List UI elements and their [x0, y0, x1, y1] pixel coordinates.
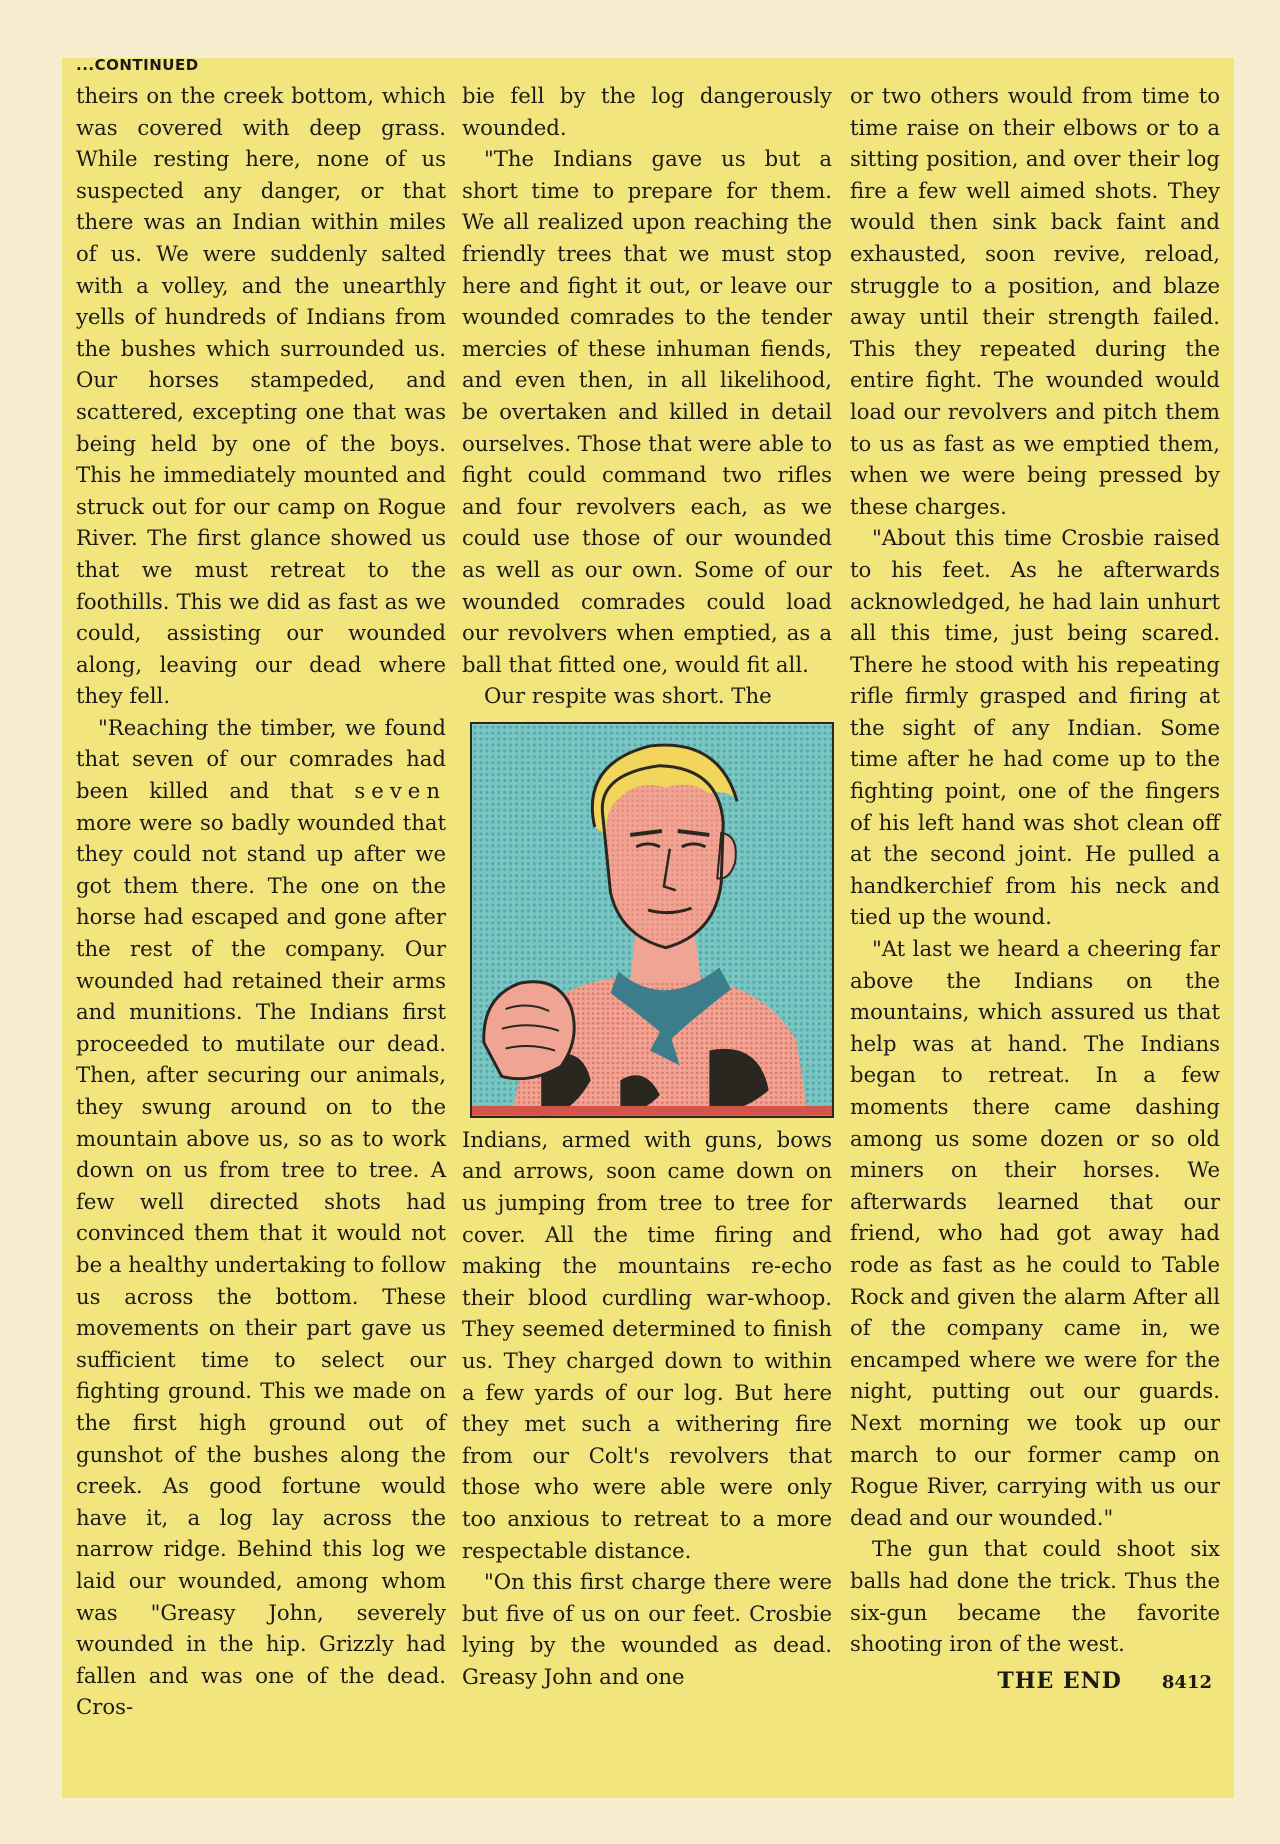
cowboy-illustration-panel [470, 722, 834, 1118]
text-column-1 [76, 80, 446, 1723]
text-column-2 [462, 80, 832, 1693]
paragraph: or two others would from time to time raise on their elbows or to a sitting position, and over their log fire a few well aimed shots. They would then sink back faint and exhausted, soon revive, reload, struggle to a position, and blaze away until their strength failed. This they repeated during the entire fight. The wounded would load our revolvers and pitch them to us as fast as we emptied them, when we were being pressed by these charges. [850, 83, 1220, 519]
paragraph: "The Indians gave us but a short time to prepare for them. We all realized upon reaching the friendly trees that we must stop here and fight it out, or leave our wounded comrades to the tender mercies of these inhuman fiends, and even then, in all likelihood, be overtaken and killed in detail ourselves. Those that were able to fight could command two rifles and four revolvers each, as we could use those of our wounded as well as our own. Some of our wounded comrades could load our revolvers when emptied, as a ball that fitted one, would fit all. [462, 146, 832, 677]
paragraph: bie fell by the log dangerously wounded. [462, 83, 832, 140]
end-line [850, 1666, 1220, 1699]
text-column-3 [850, 80, 1220, 1698]
text-run: "Reaching the timber, we found that seven of our comrades had been killed and that [76, 714, 446, 804]
paragraph: "On this first charge there were but five of us on our feet. Crosbie lying by the wounded as dead. Greasy John and one [462, 1569, 832, 1689]
the-end-label: THE END [997, 1667, 1122, 1694]
paragraph: Our respite was short. The [484, 683, 772, 709]
text-run: more were so badly wounded that they could not stand up after we got them there. The one on the horse had escaped and gone after the rest of the company. Our wounded had retained their arms and munitions. The Indians first proceeded to mutilate our dead. Then, after securing our animals, they swung around on to the mountain above us, so as to work down on us from tree to tree. A few well directed shots had convinced them that it would not be a healthy undertaking to follow us across the bottom. These movements on their part gave us sufficient time to select our fighting ground. This we made on the first high ground out of gunshot of the bushes along the creek. As good fortune would have it, a log lay across the narrow ridge. Behind this log we laid our wounded, among whom was "Greasy John, severely wounded in the hip. Grizzly had fallen and was one of the dead. Cros- [76, 809, 446, 1720]
paragraph: Indians, armed with guns, bows and arrows, soon came down on us jumping from tree to tree for cover. All the time firing and making the mountains re-echo their blood curdling war-whoop. They seemed determined to finish us. They charged down to within a few yards of our log. But here they met such a withering fire from our Colt's revolvers that those who were able were only too anxious to retreat to a more respectable distance. [462, 1126, 832, 1563]
paragraph: "About this time Crosbie raised to his feet. As he afterwards acknowledged, he had lain unhurt all this time, just being scared. There he stood with his repeating rifle firmly grasped and firing at the sight of any Indian. Some time after he had come up to the fighting point, one of the fingers of his left hand was shot clean off at the second joint. He pulled a handkerchief from his neck and tied up the wound. [850, 525, 1220, 930]
paragraph [76, 712, 446, 1723]
paragraph: The gun that could shoot six balls had done the trick. Thus the six-gun became the favorite shooting iron of the west. [850, 1536, 1220, 1657]
cowboy-portrait-icon [472, 724, 832, 1116]
continued-label: ...CONTINUED [76, 56, 199, 74]
page-code: 8412 [1161, 1671, 1212, 1693]
paragraph: theirs on the creek bottom, which was covered with deep grass. While resting here, none of us suspected any danger, or that there was an Indian within miles of us. We were suddenly salted with a volley, and the unearthly yells of hundreds of Indians from the bushes which surrounded us. Our horses stampeded, and scattered, excepting one that was being held by one of the boys. This he immediately mounted and struck out for our camp on Rogue River. The first glance showed us that we must retreat to the foothills. This we did as fast as we could, assisting our wounded along, leaving our dead where they fell. [76, 83, 446, 709]
spaced-word: seven [354, 778, 446, 804]
paragraph: "At last we heard a cheering far above the Indians on the mountains, which assured us that help was at hand. The Indians began to retreat. In a few moments there came dashing among us some dozen or so old miners on their horses. We afterwards learned that our friend, who had got away had rode as fast as he could to Table Rock and given the alarm After all of the company came in, we encamped where we were for the night, putting out our guards. Next morning we took up our march to our former camp on Rogue River, carrying with us our dead and our wounded." [850, 936, 1220, 1530]
